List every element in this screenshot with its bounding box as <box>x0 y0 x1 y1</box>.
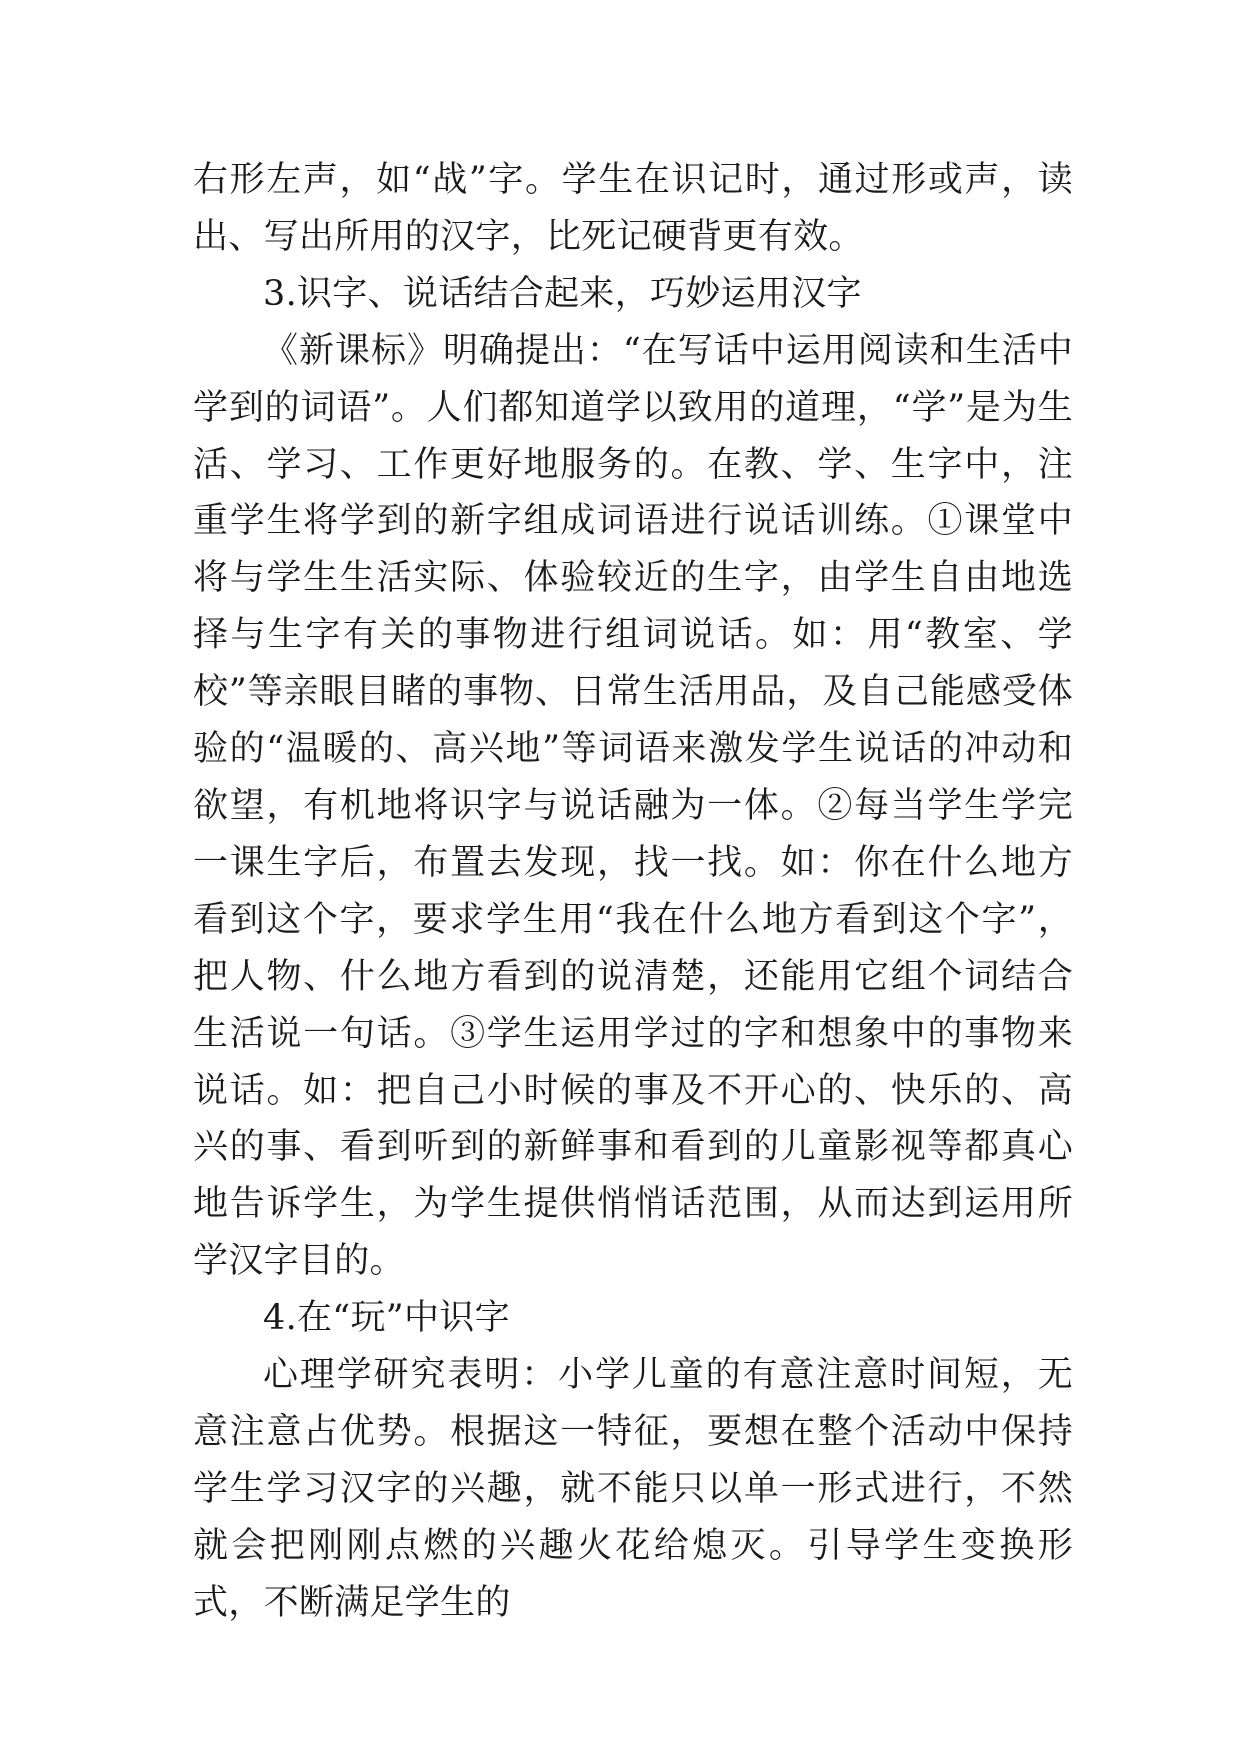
paragraph-continuation: 右形左声，如“战”字。学生在识记时，通过形或声，读出、写出所用的汉字，比死记硬背更有效。 <box>193 160 1073 257</box>
section-heading-3: 3.识字、说话结合起来，巧妙运用汉字 <box>263 273 862 314</box>
section-heading-4: 4.在“玩”中识字 <box>263 1298 510 1339</box>
paragraph-psychology: 心理学研究表明：小学儿童的有意注意时间短，无意注意占优势。根据这一特征，要想在整个活动中保持学生学习汉字的兴趣，就不能只以单一形式进行，不然就会把刚刚点燃的兴趣火花给熄灭。引导学生变换形式，不断满足学生的 <box>193 1355 1073 1623</box>
document-body <box>193 152 1073 1632</box>
paragraph-new-curriculum: 《新课标》明确提出：“在写话中运用阅读和生活中学到的词语”。人们都知道学以致用的道理，“学”是为生活、学习、工作更好地服务的。在教、学、生字中，注重学生将学到的新字组成词语进行说话训练。①课堂中将与学生生活实际、体验较近的生字，由学生自由地选择与生字有关的事物进行组词说话。如：用“教室、学校”等亲眼目睹的事物、日常生活用品，及自己能感受体验的“温暖的、高兴地”等词语来激发学生说话的冲动和欲望，有机地将识字与说话融为一体。②每当学生学完一课生字后，布置去发现，找一找。如：你在什么地方看到这个字，要求学生用“我在什么地方看到这个字”，把人物、什么地方看到的说清楚，还能用它组个词结合生活说一句话。③学生运用学过的字和想象中的事物来说话。如：把自己小时候的事及不开心的、快乐的、高兴的事、看到听到的新鲜事和看到的儿童影视等都真心地告诉学生，为学生提供悄悄话范围，从而达到运用所学汉字目的。 <box>193 330 1073 1282</box>
